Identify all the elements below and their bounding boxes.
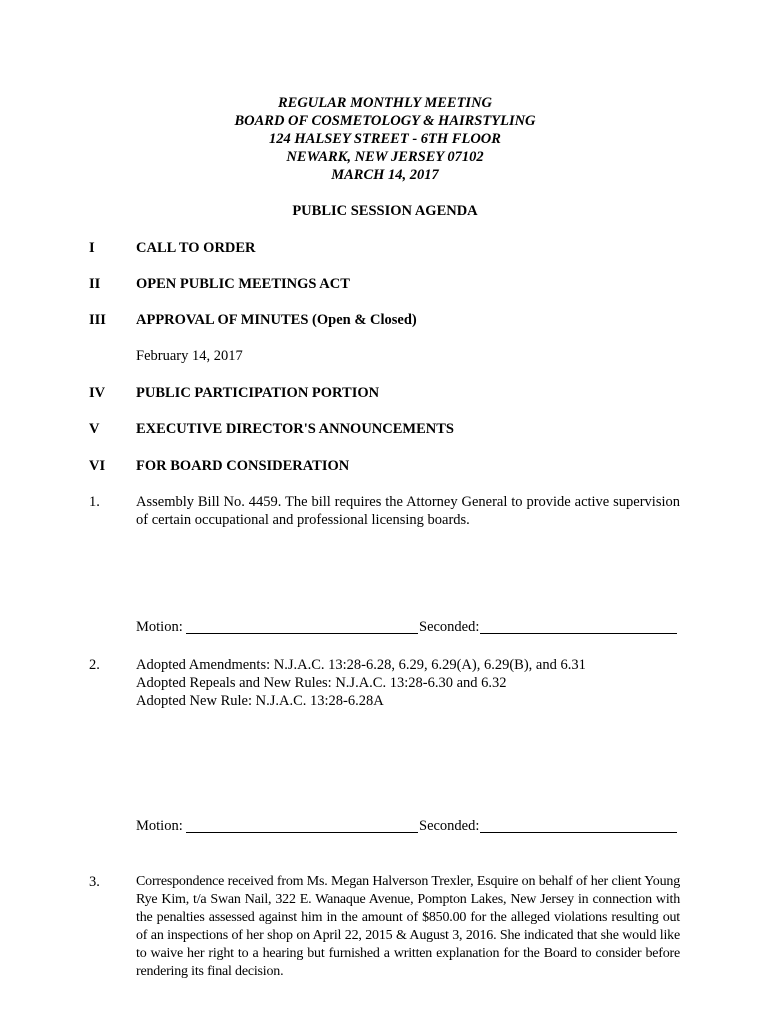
item-1-motion-row [136,619,680,637]
section-number: I [89,240,95,256]
item-2-line-2: Adopted Repeals and New Rules: N.J.A.C. 13:28-6.30 and 6.32 [136,675,507,691]
minutes-date: February 14, 2017 [136,348,243,364]
seconded-label: Seconded: [419,619,480,635]
section-number: VI [89,458,106,474]
item-number: 3. [89,874,100,890]
item-1-text: Assembly Bill No. 4459. The bill requires the Attorney General to provide active supervision of certain occupational and professional licensing boards. [136,494,680,528]
board-name: BOARD OF COSMETOLOGY & HAIRSTYLING [234,113,536,129]
motion-label: Motion: [136,619,183,635]
section-number: IV [89,385,106,401]
seconded-blank-line[interactable] [480,633,677,634]
section-title: APPROVAL OF MINUTES (Open & Closed) [136,312,417,328]
section-number: III [89,312,106,328]
meeting-type: REGULAR MONTHLY MEETING [277,95,493,111]
meeting-header [0,94,770,184]
item-2-motion-row [136,818,680,836]
section-title: PUBLIC PARTICIPATION PORTION [136,385,380,401]
street-address: 124 HALSEY STREET - 6TH FLOOR [269,131,501,147]
section-title: FOR BOARD CONSIDERATION [136,458,350,474]
motion-blank-line[interactable] [186,832,418,833]
section-title: OPEN PUBLIC MEETINGS ACT [136,276,350,292]
motion-label: Motion: [136,818,183,834]
item-number: 1. [89,494,100,510]
city-state-zip: NEWARK, NEW JERSEY 07102 [286,149,484,165]
item-3-text: Correspondence received from Ms. Megan Halverson Trexler, Esquire on behalf of her client Young Rye Kim, t/a Swan Nail, 322 E. Wanaque Avenue, Pompton Lakes, New Jersey in connection with the penalties assessed against him in the amount of $850.00 for the alleged violations resulting out of an inspections of her shop on April 22, 2015 & August 3, 2016. She indicated that she would like to waive her right to a hearing but furnished a written explanation for the Board to consider before rendering its final decision. [136,874,680,979]
section-number: II [89,276,101,292]
motion-blank-line[interactable] [186,633,418,634]
agenda-title: PUBLIC SESSION AGENDA [292,203,478,219]
item-2-line-1: Adopted Amendments: N.J.A.C. 13:28-6.28, 6.29, 6.29(A), 6.29(B), and 6.31 [136,657,586,673]
item-2-line-3: Adopted New Rule: N.J.A.C. 13:28-6.28A [136,693,384,709]
section-title: CALL TO ORDER [136,240,256,256]
section-number: V [89,421,100,437]
meeting-date: MARCH 14, 2017 [331,167,439,183]
seconded-label: Seconded: [419,818,480,834]
section-title: EXECUTIVE DIRECTOR'S ANNOUNCEMENTS [136,421,454,437]
item-number: 2. [89,657,100,673]
seconded-blank-line[interactable] [480,832,677,833]
